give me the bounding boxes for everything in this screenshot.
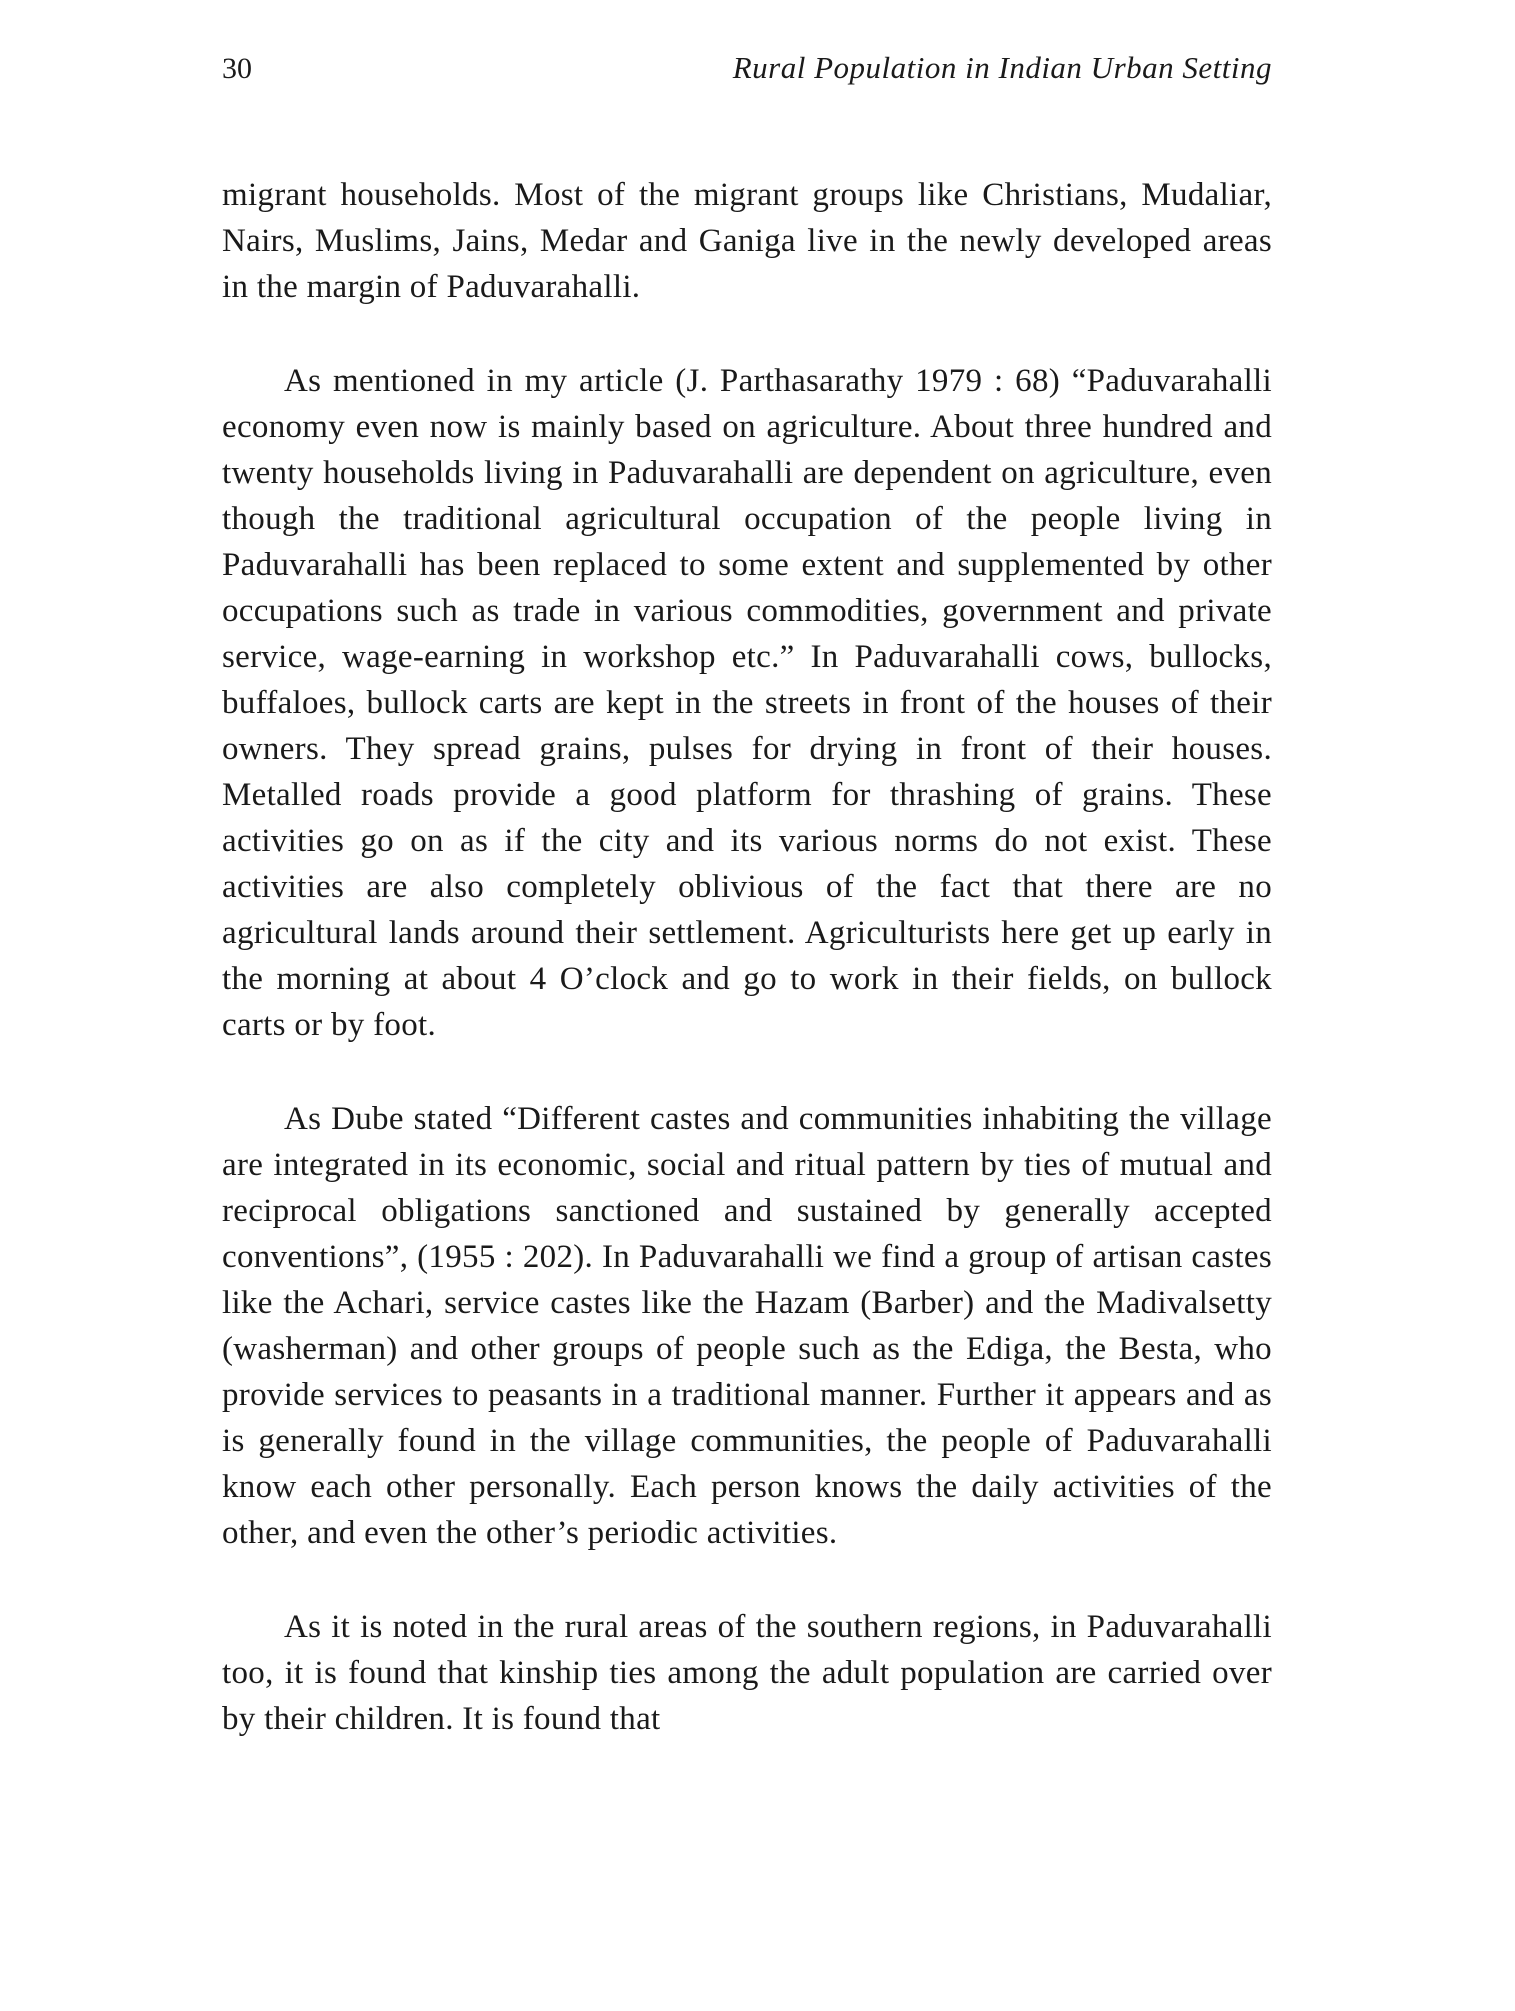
running-title: Rural Population in Indian Urban Setting	[732, 50, 1272, 85]
page-number: 30	[222, 52, 252, 85]
paragraph-continued: migrant households. Most of the migrant groups like Christians, Mudaliar, Nairs, Muslims, Jains, Medar and Ganiga live in the newly developed areas in the margin of Paduvarahalli.	[222, 177, 1272, 305]
paragraph-economy: As mentioned in my article (J. Parthasarathy 1979 : 68) “Paduvarahalli economy even now is mainly based on agriculture. About three hundred and twenty households living in Paduvarahalli are dependent on agriculture, even though the traditional agricultural occupation of the people living in Paduvarahalli has been replaced to some extent and supplemented by other occupations such as trade in various commodities, government and private service, wage-earning in workshop etc.” In Paduvarahalli cows, bullocks, buffaloes, bullock carts are kept in the streets in front of the houses of their owners. They spread grains, pulses for drying in front of their houses. Metalled roads provide a good platform for thrashing of grains. These activities go on as if the city and its various norms do not exist. These activities are also completely oblivious of the fact that there are no agricultural lands around their settlement. Agriculturists here get up early in the morning at about 4 O’clock and go to work in their fields, on bullock carts or by foot.	[222, 363, 1272, 1043]
paragraph-kinship: As it is noted in the rural areas of the southern regions, in Paduvarahalli too, it is found that kinship ties among the adult population are carried over by their children. It is found that	[222, 1609, 1272, 1737]
book-page	[222, 50, 1272, 1742]
running-head	[222, 50, 1272, 110]
paragraph-castes: As Dube stated “Different castes and communities inhabiting the village are integrated in its economic, social and ritual pattern by ties of mutual and reciprocal obligations sanctioned and sustained by generally accepted conventions”, (1955 : 202). In Paduvarahalli we find a group of artisan castes like the Achari, service castes like the Hazam (Barber) and the Madivalsetty (washerman) and other groups of people such as the Ediga, the Besta, who provide services to peasants in a traditional manner. Further it appears and as is generally found in the village communities, the people of Paduvarahalli know each other personally. Each person knows the daily activities of the other, and even the other’s periodic activities.	[222, 1101, 1272, 1551]
